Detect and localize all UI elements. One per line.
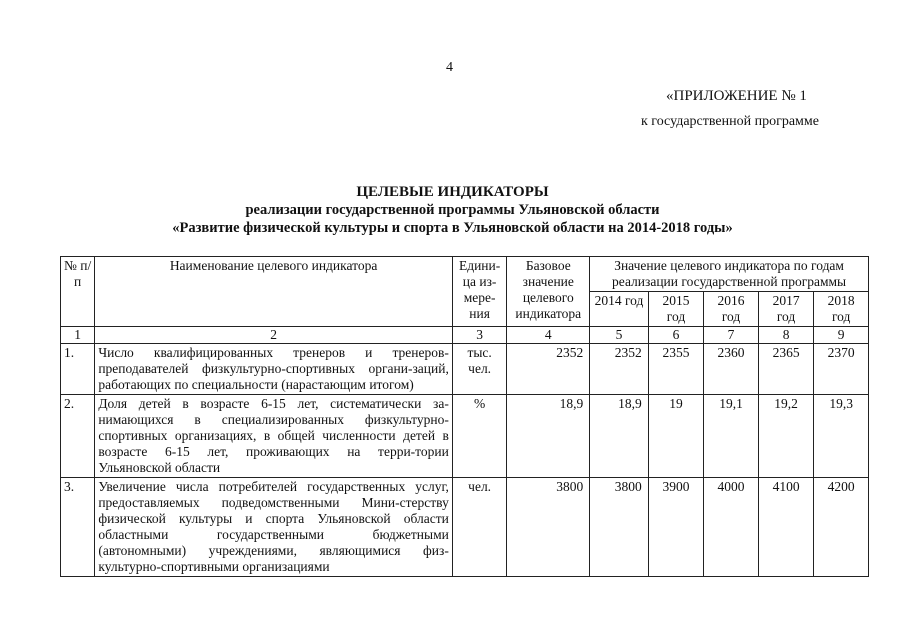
heading-line-1: ЦЕЛЕВЫЕ ИНДИКАТОРЫ [356,184,549,200]
year-value: 19,2 [758,395,814,478]
header-base: Базовое значение целевого индикатора [507,257,590,327]
year-value: 4000 [704,478,759,577]
base-value: 18,9 [507,395,590,478]
row-number: 1. [61,344,95,395]
header-years-group: Значение целевого индикатора по годам реализации государственной программы [590,257,869,292]
heading-line-3: «Развитие физической культуры и спорта в Ульяновской области на 2014-2018 годы» [172,220,733,236]
indicator-name: Число квалифицированных тренеров и тренеров-преподавателей физкультурно-спортивных органи-заций, работающих по специальности (нарастающим итогом) [95,344,453,395]
year-value: 19,3 [814,395,869,478]
indicator-unit: чел. [452,478,507,577]
year-value: 2365 [758,344,814,395]
column-number: 4 [507,327,590,344]
table-row [61,395,869,478]
column-number: 7 [704,327,759,344]
year-value: 4200 [814,478,869,577]
header-row-1 [61,257,869,292]
column-number: 2 [95,327,453,344]
header-year: 2014 год [590,292,649,327]
table-row [61,344,869,395]
indicator-name: Увеличение числа потребителей государственных услуг, предоставляемых подведомственными Мини-стерству физической культуры и спорта Ульяновской области областными государственными бюджетными (автономными) учреждениями, являющимися физ-культурно-спортивными организациями [95,478,453,577]
header-year: 2015 год [648,292,704,327]
row-number: 3. [61,478,95,577]
header-year: 2018 год [814,292,869,327]
heading-line-2: реализации государственной программы Ульяновской области [245,202,660,218]
appendix-title: «ПРИЛОЖЕНИЕ № 1 [666,88,807,104]
base-value: 3800 [507,478,590,577]
indicators-table [60,256,869,577]
year-value: 18,9 [590,395,649,478]
year-value: 2360 [704,344,759,395]
column-number: 9 [814,327,869,344]
column-number: 1 [61,327,95,344]
year-value: 19 [648,395,704,478]
year-value: 4100 [758,478,814,577]
year-value: 3900 [648,478,704,577]
base-value: 2352 [507,344,590,395]
year-value: 3800 [590,478,649,577]
indicator-unit: % [452,395,507,478]
indicator-unit: тыс. чел. [452,344,507,395]
header-year: 2016 год [704,292,759,327]
header-name: Наименование целевого индикатора [95,257,453,327]
header-year: 2017 год [758,292,814,327]
year-value: 2355 [648,344,704,395]
row-number: 2. [61,395,95,478]
page-number: 4 [446,60,453,75]
year-value: 2370 [814,344,869,395]
column-number: 3 [452,327,507,344]
column-number: 6 [648,327,704,344]
indicator-name: Доля детей в возрасте 6-15 лет, систематически за-нимающихся в специализированных физкультурно-спортивных организациях, в общей численности детей в возрасте 6-15 лет, проживающих на терри-тории Ульяновской области [95,395,453,478]
column-number: 8 [758,327,814,344]
column-number: 5 [590,327,649,344]
document-heading [0,183,905,237]
year-value: 2352 [590,344,649,395]
column-number-row [61,327,869,344]
header-unit: Едини-ца из-мере-ния [452,257,507,327]
header-no: № п/п [61,257,95,327]
appendix-subtitle: к государственной программе [641,114,819,129]
table-row [61,478,869,577]
year-value: 19,1 [704,395,759,478]
